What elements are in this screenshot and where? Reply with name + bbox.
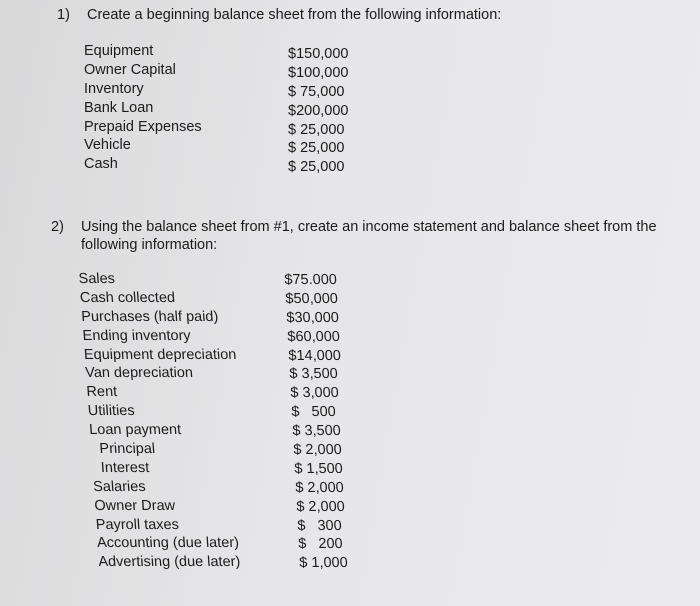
amount-value: $14,000 xyxy=(288,347,342,364)
amount-value: $50,000 xyxy=(285,290,339,307)
list-item: Equipment depreciation xyxy=(83,346,237,363)
amount-value: $ 25,000 xyxy=(288,121,345,138)
question-1-text: Create a beginning balance sheet from the following information: xyxy=(87,7,502,23)
list-item: Inventory xyxy=(84,80,144,97)
amount-value: $ 2,000 xyxy=(295,498,346,515)
list-item: Owner Capital xyxy=(84,61,176,78)
amount-value: $150,000 xyxy=(288,46,349,62)
amount-value: $75.000 xyxy=(284,272,338,288)
list-item: Equipment xyxy=(84,43,154,59)
list-item: Prepaid Expenses xyxy=(84,118,202,135)
list-item: Bank Loan xyxy=(84,99,154,116)
list-item: Advertising (due later) xyxy=(97,554,241,571)
question-2-labels xyxy=(78,270,251,572)
list-item: Sales xyxy=(78,271,116,287)
list-item: Cash xyxy=(84,156,118,173)
question-2-text: Using the balance sheet from #1, create an income statement and balance sheet from the following information: xyxy=(81,219,657,253)
list-item-sub: Principal xyxy=(98,441,156,458)
amount-value: $ 3,500 xyxy=(289,366,339,383)
amount-value: $100,000 xyxy=(288,64,349,81)
amount-value: $ 25,000 xyxy=(288,159,345,176)
list-item: Vehicle xyxy=(84,137,131,154)
list-item: Accounting (due later) xyxy=(96,535,240,552)
amount-value: $ 2,000 xyxy=(294,479,345,496)
list-item: Salaries xyxy=(92,478,147,495)
amount-value: $ 1,500 xyxy=(293,460,344,477)
list-item: Purchases (half paid) xyxy=(80,308,219,325)
list-item: Rent xyxy=(85,384,118,401)
list-item: Owner Draw xyxy=(93,497,176,514)
list-item: Cash collected xyxy=(79,289,176,306)
question-1-labels xyxy=(84,42,202,174)
list-item: Payroll taxes xyxy=(95,516,180,533)
amount-value: $ 500 xyxy=(290,404,337,421)
amount-value: $ 300 xyxy=(296,517,343,534)
amount-value: $ 1,000 xyxy=(298,555,349,572)
list-item: Utilities xyxy=(87,403,136,420)
amount-value: $ 3,500 xyxy=(291,423,342,440)
amount-value: $ 3,000 xyxy=(289,385,340,402)
question-1-number: 1) xyxy=(57,7,70,23)
question-2-amounts xyxy=(284,271,352,573)
question-2-number: 2) xyxy=(51,219,64,235)
amount-value: $30,000 xyxy=(286,309,340,326)
list-item: Ending inventory xyxy=(82,327,192,344)
question-1-amounts xyxy=(288,45,348,177)
amount-value: $ 25,000 xyxy=(288,140,345,157)
list-item: Loan payment xyxy=(88,422,182,439)
amount-value: $ 2,000 xyxy=(292,442,343,459)
list-item-sub: Interest xyxy=(100,459,150,476)
list-item: Van depreciation xyxy=(84,365,194,382)
amount-value: $ 75,000 xyxy=(288,83,345,100)
amount-value: $60,000 xyxy=(287,328,341,345)
amount-value: $200,000 xyxy=(288,102,349,119)
amount-value: $ 200 xyxy=(297,536,344,553)
